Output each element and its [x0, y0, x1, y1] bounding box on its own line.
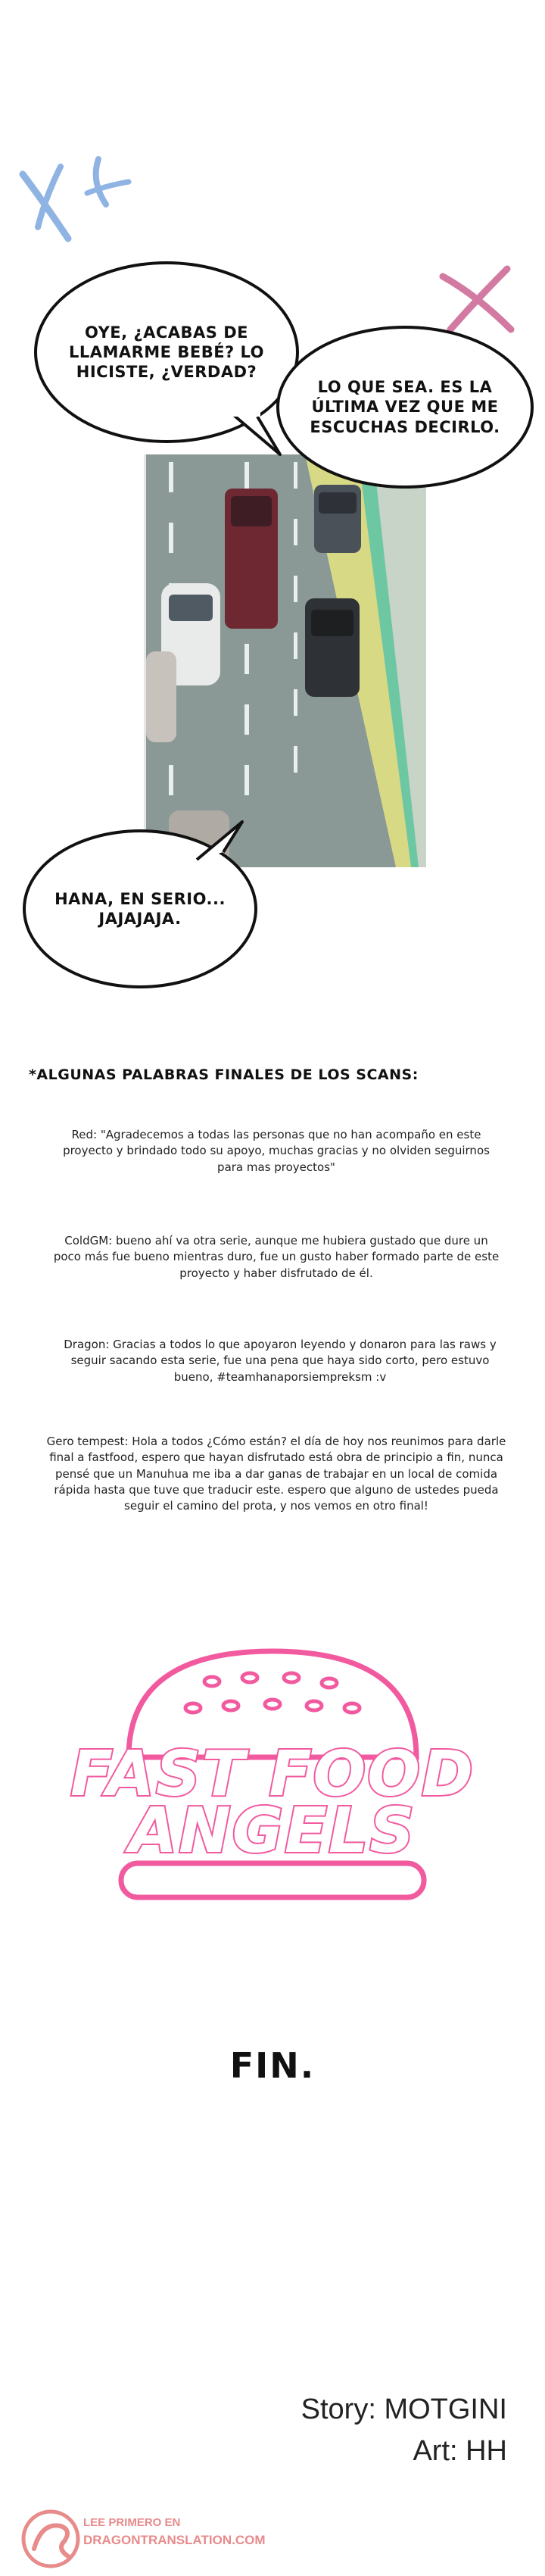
credit-story: Story: MOTGINI [301, 2393, 507, 2425]
fin-title: FIN. [229, 2045, 316, 2086]
speech-bubble-2 [276, 326, 534, 489]
dragon-logo-icon [19, 2507, 83, 2571]
logo-line-1: FAST FOOD [70, 1738, 475, 1810]
watermark-line-1: LEE PRIMERO EN [83, 2516, 181, 2529]
bubble-3-tail [189, 818, 250, 863]
notes-heading: *ALGUNAS PALABRAS FINALES DE LOS SCANS: [29, 1066, 419, 1083]
bubble-2-text: LO QUE SEA. ES LA ÚLTIMA VEZ QUE ME ESCUCHAS DECIRLO. [310, 378, 500, 436]
pink-cross-icon [431, 258, 522, 341]
note-gero: Gero tempest: Hola a todos ¿Cómo están? el día de hoy nos reunimos para darle final a fastfood, espero que hayan disfrutado está obra de principio a fin, nunca pensé que un Manuhua me iba a dar ganas de trabajar en un local de comida rápida hasta que tuve que traducir este. espero que alguno de ustedes pueda seguir el camino del prota, y nos vemos en otro final! [46, 1435, 506, 1513]
bubble-1-text: OYE, ¿ACABAS DE LLAMARME BEBÉ? LO HICISTE, ¿VERDAD? [68, 323, 265, 382]
fast-food-angels-logo [70, 1636, 475, 1909]
bubble-1-tail [227, 409, 288, 462]
note-coldgm: ColdGM: bueno ahí va otra serie, aunque me hubiera gustado que dure un poco más fue bueno mientras duro, fue un gusto haber formado parte de este proyecto y haber disfrutado de él. [53, 1234, 500, 1280]
note-red: Red: "Agradecemos a todas las personas que no han acompaño en este proyecto y brindado todo su apoyo, muchas gracias y no olviden seguirnos para mas proyectos" [63, 1128, 490, 1174]
note-dragon: Dragon: Gracias a todos lo que apoyaron leyendo y donaron para las raws y seguir sacando esta serie, fue una pena que haya sido corto, pero estuvo bueno, #teamhanaporsiempreksm :v [64, 1338, 497, 1384]
bubble-3-text: HANA, EN SERIO... JAJAJAJA. [54, 889, 226, 928]
logo-line-2: ANGELS [129, 1795, 416, 1867]
watermark-line-2: DRAGONTRANSLATION.COM [83, 2533, 266, 2547]
road-illustration [146, 454, 426, 867]
credit-art: Art: HH [413, 2435, 507, 2467]
road-panel [144, 454, 426, 867]
blue-cross-icon [15, 151, 136, 250]
